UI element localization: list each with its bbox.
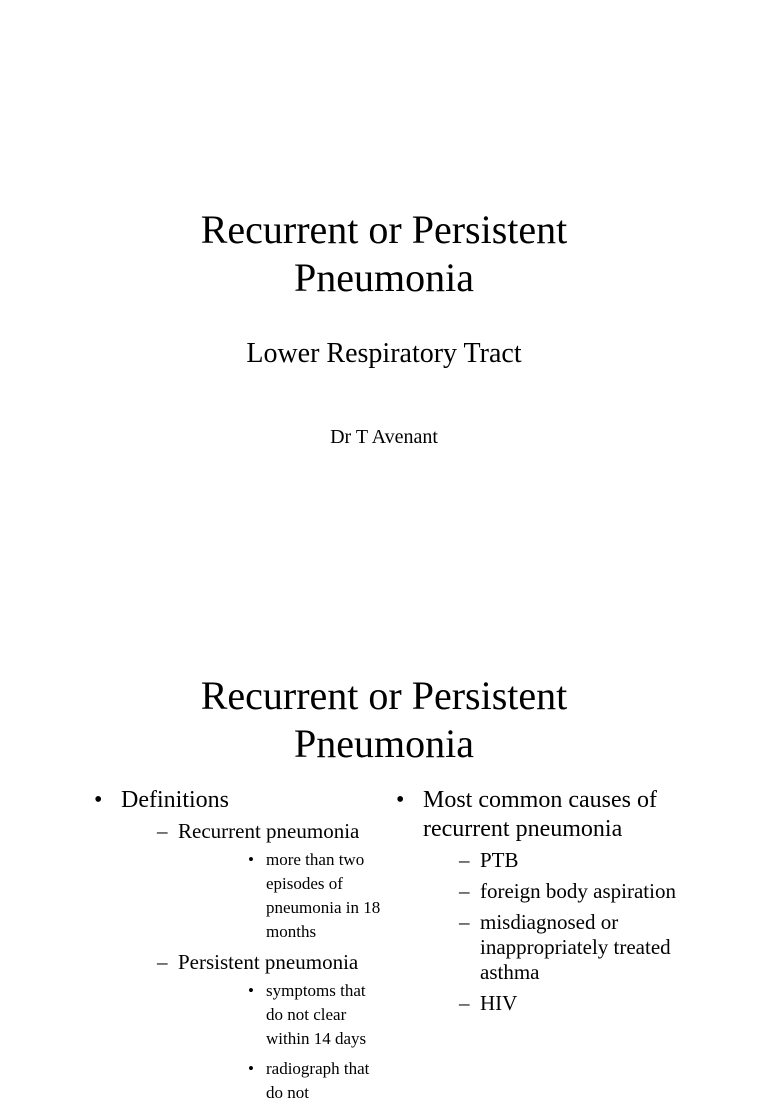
cause-item: – HIV [423, 991, 686, 1016]
cause-item: – PTB [423, 848, 686, 873]
slide-title-line-1: Recurrent or Persistent [200, 673, 568, 718]
cause-item: – foreign body aspiration [423, 879, 686, 904]
slide-title [0, 206, 768, 302]
definition-detail: • more than two episodes of pneumonia in 18 months [178, 848, 384, 944]
content-slide [0, 512, 768, 1102]
definition-label: Recurrent pneumonia [178, 819, 360, 843]
definition-detail-list [178, 848, 384, 944]
definition-detail: • radiograph that do not [178, 1057, 384, 1105]
causes-sublist [423, 848, 686, 1016]
definitions-column [94, 786, 384, 1111]
slide-title-line-1: Recurrent or Persistent [200, 207, 568, 252]
definition-sublist [121, 819, 384, 1105]
definition-detail: • symptoms that do not clear within 14 days [178, 979, 384, 1051]
causes-heading: Most common causes of recurrent pneumonia [423, 787, 657, 842]
definition-item-persistent [121, 950, 384, 1105]
causes-bullet [396, 786, 686, 1016]
slide-author: Dr T Avenant [330, 426, 438, 448]
cause-item: – misdiagnosed or inappropriately treated asthma [423, 910, 686, 985]
definition-detail-list [178, 979, 384, 1105]
definitions-heading: Definitions [121, 787, 229, 813]
slide-title-line-2: Pneumonia [294, 721, 474, 766]
definitions-bullet [94, 786, 384, 1105]
causes-column [396, 786, 686, 1022]
definition-label: Persistent pneumonia [178, 950, 359, 974]
slide-subtitle: Lower Respiratory Tract [246, 338, 522, 369]
causes-list [396, 786, 686, 1016]
definitions-list [94, 786, 384, 1105]
title-slide [0, 0, 768, 512]
slide-title-line-2: Pneumonia [294, 255, 474, 300]
slide-title [0, 672, 768, 768]
definition-item-recurrent [121, 819, 384, 944]
